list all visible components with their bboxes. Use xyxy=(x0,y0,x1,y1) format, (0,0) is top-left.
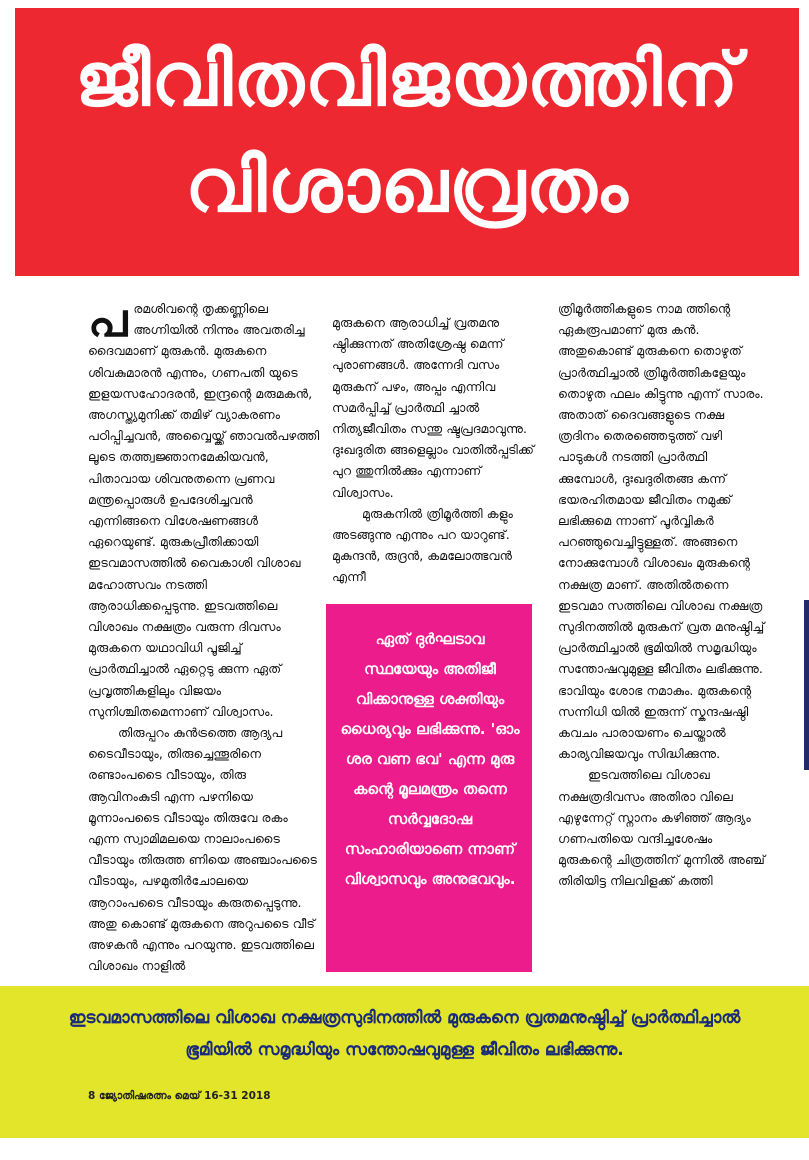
footer-highlight-text: ഇടവമാസത്തിലെ വിശാഖ നക്ഷത്രസുദിനത്തിൽ മുരുകനെ വ്രതമനുഷ്ഠിച്ച് പ്രാർത്ഥിച്ചാൽ ഭൂമിയിൽ സമൃദ്ധിയും സന്തോഷവുമുള്ള ജീവിതം ലഭിക്കുന്നു. xyxy=(68,1008,741,1060)
article-paragraph xyxy=(88,293,320,722)
drop-cap: പ xyxy=(88,293,128,347)
page-folio: 8 ജ്യോതിഷരത്നം മെയ് 16-31 2018 xyxy=(88,1090,271,1102)
paragraph-text: രമശിവന്റെ തൃക്കണ്ണിലെ അഗ്നിയിൽ നിന്നും അവതരിച്ച ദൈവമാണ് മുരുകൻ. മുരുകനെ ശിവകുമാരൻ എന്നും, ഗണപതി യുടെ ഇളയസഹോദരൻ, ഇന്ദ്രന്റെ മരുമകൻ, അഗസ്ത്യമുനിക്ക് തമിഴ് വ്യാകരണം പഠിപ്പിച്ചവൻ, അവ്വൈയ്ക്ക് ഞാവൽപഴത്തി ലൂടെ തത്ത്വജ്ഞാനമേകിയവൻ, പിതാവായ ശിവനുതന്നെ പ്രണവ മന്ത്രപ്പൊരുൾ ഉപദേശിച്ചവൻ എന്നിങ്ങനെ വിശേഷണങ്ങൾ ഏറെയുണ്ട്. മുരുകപ്രീതിക്കായി ഇടവമാസത്തിൽ വൈകാശി വിശാഖ മഹോത്സവം നടത്തി ആരാധിക്കപ്പെടുന്നു. ഇടവത്തിലെ വിശാഖം നക്ഷത്രം വരുന്ന ദിവസം മുരുകനെ യഥാവിധി പൂജിച്ച് പ്രാർത്ഥിച്ചാൽ ഏറ്റെടു ക്കുന്ന ഏത് പ്രവൃത്തികളിലും വിജയം സുനിശ്ചിതമെന്നാണ് വിശ്വാസം. xyxy=(88,301,320,719)
title-banner xyxy=(15,8,799,276)
article-paragraph: മുരുകനെ ആരാധിച്ച് വ്രതമനു ഷ്ഠിക്കുന്നത് അതിശ്രേഷ്ഠ മെന്ന് പുരാണങ്ങൾ. അന്നേദി വസം മുരുകന് പഴം, അപ്പം എന്നിവ സമർപ്പിച്ച് പ്രാർത്ഥി ച്ചാൽ നിത്യജീവിതം സന്തു ഷ്ടപ്രദമാവുന്നു. ദുഃഖദുരിത ങ്ങളെല്ലാം വാതിൽപ്പടിക്ക് പുറ ത്തുനിൽക്കും എന്നാണ് വിശ്വാസം. xyxy=(332,315,534,500)
article-title-line-2: വിശാഖവ്രതം xyxy=(185,143,629,229)
pull-quote-text: ഏത് ദുർഘടാവ സ്ഥയേയും അതിജീ വിക്കാനുള്ള ശക്തിയും ധൈര്യവും ലഭിക്കുന്നു. 'ഓം ശര വണ ഭവ' എന്ന മുരു കന്റെ മൂലമന്ത്രം തന്നെ സർവ്വദോഷ സംഹാരിയാണെ ന്നാണ് വിശ്വാസവും അനുഭവവും. xyxy=(340,630,520,888)
article-paragraph: ത്രിമൂർത്തികളുടെ നാമ ത്തിന്റെ ഏകരൂപമാണ് മുരു കൻ. അതുകൊണ്ട് മുരുകനെ തൊഴുത് പ്രാർത്ഥിച്ചാൽ ത്രിമൂർത്തികളേയും തൊഴുത ഫലം കിട്ടുന്നു എന്ന് സാരം. അതാത് ദൈവങ്ങളുടെ നക്ഷ ത്രദിനം തെരഞ്ഞെടുത്ത് വഴി പാടുകൾ നടത്തി പ്രാർത്ഥി ക്കുമ്പോൾ, ദുഃഖദുരിതങ്ങ കന്ന് ഭയരഹിതമായ ജീവിതം നമുക്ക് ലഭിക്കുമെ ന്നാണ് പൂർവ്വികർ പറഞ്ഞുവെച്ചിട്ടുള്ളത്. അങ്ങനെ നോക്കുമ്പോൾ വിശാഖം മുരുകന്റെ നക്ഷത്ര മാണ്. അതിൽതന്നെ ഇടവമാ സത്തിലെ വിശാഖ നക്ഷത്ര സുദിനത്തിൽ മുരുകന് വ്രത മനുഷ്ഠിച്ച് പ്രാർത്ഥിച്ചാൽ ഭൂമിയിൽ സമൃദ്ധിയും സന്തോഷവുമുള്ള ജീവിതം ലഭിക്കുന്നു. ഭാവിയും ശോഭ നമാകും. മുരുകന്റെ സന്നിധി യിൽ ഇരുന്ന് സ്കന്ദഷഷ്ഠി കവചം പാരായണം ചെയ്താൽ കാര്യവിജയവും സിദ്ധിക്കുന്നു. xyxy=(558,301,765,762)
article-column-3 xyxy=(558,298,768,892)
article-paragraph: മുരുകനിൽ ത്രിമൂർത്തി കളും അടങ്ങുന്നു എന്നും പറ യാറുണ്ട്. മുകുന്ദൻ, രുദ്രൻ, കമലോത്ഭവൻ എന്നീ xyxy=(332,505,513,585)
article-column-2 xyxy=(332,312,542,588)
article-paragraph: ഇടവത്തിലെ വിശാഖ നക്ഷത്രദിവസം അതിരാ വിലെ എഴുന്നേറ്റ് സ്നാനം കഴിഞ്ഞ് ആദ്യം ഗണപതിയെ വന്ദിച്ചശേഷം മുരുകന്റെ ചിത്രത്തിന് മുന്നിൽ അഞ്ച് തിരിയിട്ട നിലവിളക്ക് കത്തി xyxy=(558,767,765,889)
article-title-line-1: ജീവിതവിജയത്തിന് xyxy=(74,37,739,123)
article-paragraph: തിരുപ്പറം കുൻട്രത്തെ ആദ്യപ ടൈവീടായും, തിരുച്ചെന്തൂരിനെ രണ്ടാംപടൈ വീടായും, തിരു ആവിനംകുടി എന്ന പഴനിയെ മൂന്നാംപടൈ വീടായും തിരുവേ രകം എന്ന സ്വാമിമലയെ നാലാംപടൈ വീടായും തിരുത്ത ണിയെ അഞ്ചാംപടൈ വീടായും, പഴമുതിർചോലയെ ആറാംപടൈ വീടായും കരുതപ്പെടുന്നു. അതു കൊണ്ട് മുരുകനെ അറുപടൈ വീട് അഴകൻ എന്നും പറയുന്നു. ഇടവത്തിലെ വിശാഖം നാളിൽ xyxy=(88,725,317,974)
article-column-1 xyxy=(88,293,320,977)
pull-quote-box xyxy=(326,604,532,972)
page-edge-marker xyxy=(804,600,809,770)
